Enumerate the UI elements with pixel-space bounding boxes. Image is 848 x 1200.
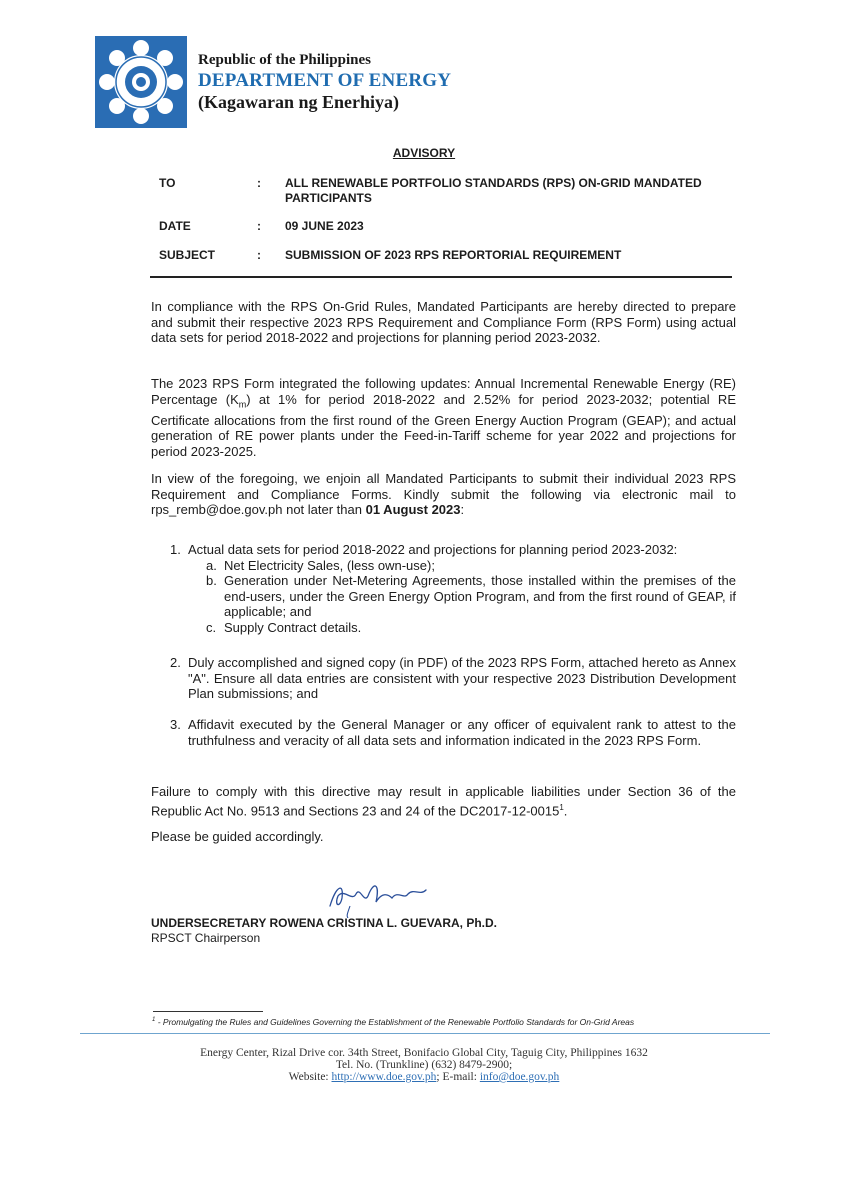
letterhead-republic: Republic of the Philippines — [198, 52, 371, 68]
footer-divider — [80, 1033, 770, 1034]
p3-deadline: 01 August 2023 — [365, 502, 461, 517]
list-item-number: 2. — [170, 655, 181, 670]
email-link[interactable]: info@doe.gov.ph — [479, 1071, 560, 1083]
p3-text-before: In view of the foregoing, we enjoin all Mandated Participants to submit their individual 2023 RPS Requirement and Compliance Forms. Kindly submit the following via electronic mail to rps_remb@doe.gov.ph not later than — [151, 471, 736, 517]
p3-text-after: : — [460, 502, 465, 517]
p2-text-after: ) at 1% for period 2018-2022 and 2.52% for period 2023-2032; potential RE Certificate allocations from the first round of the Green Energy Auction Program (GEAP); and actual generation of RE power plants under the Feed-in-Tariff scheme for year 2022 and projections for period 2023-2025. — [151, 391, 736, 459]
letterhead-department: DEPARTMENT OF ENERGY — [198, 70, 452, 91]
paragraph-submission — [151, 471, 736, 518]
sub-item-b — [206, 573, 736, 620]
subject-colon: : — [257, 248, 261, 262]
footnote-ref: 1 — [559, 802, 564, 812]
paragraph-closing: Please be guided accordingly. — [151, 829, 324, 844]
footnote — [152, 1017, 634, 1027]
signatory-title: RPSCT Chairperson — [151, 931, 261, 945]
p4-text-after: . — [563, 802, 568, 818]
p4-text-before: Failure to comply with this directive may result in applicable liabilities under Section 36 of the Republic Act No. 9513 and Sections 23 and 24 of the DC2017-12-0015 — [151, 784, 736, 818]
p2-text-before: The 2023 RPS Form integrated the following updates: Annual Incremental Renewable Energy (RE) Percentage (K — [151, 376, 736, 407]
list-item-3 — [170, 717, 736, 765]
footnote-divider — [153, 1011, 263, 1012]
sub-item-letter: b. — [206, 573, 217, 588]
paragraph-compliance: In compliance with the RPS On-Grid Rules, Mandated Participants are hereby directed to prepare and submit their respective 2023 RPS Requirement and Compliance Form (RPS Form) using actual data sets for period 2018-2022 and projections for planning period 2023-2032. — [151, 299, 736, 345]
sub-item-text: Supply Contract details. — [224, 619, 362, 635]
list-item-text: Actual data sets for period 2018-2022 and projections for planning period 2023-2032: — [188, 542, 678, 557]
footer-contact — [0, 1071, 848, 1083]
signatory-name: UNDERSECRETARY ROWENA CRISTINA L. GUEVARA, Ph.D. — [151, 916, 498, 930]
list-item-number: 3. — [170, 717, 181, 732]
sub-item-text: Generation under Net-Metering Agreements, those installed within the premises of the end-users, under the Green Energy Option Program, and from the first round of GEAP, if applicable; and — [224, 573, 736, 619]
paragraph-liabilities — [151, 784, 736, 818]
list-item-text: Affidavit executed by the General Manager or any officer of equivalent rank to attest to the truthfulness and veracity of all data sets and information indicated in the 2023 RPS Form. — [188, 717, 736, 748]
date-label: DATE — [159, 219, 191, 233]
handwritten-signature-icon — [322, 876, 440, 918]
sub-item-letter: c. — [206, 619, 217, 635]
sub-item-c — [206, 620, 736, 636]
paragraph-updates — [151, 376, 736, 459]
list-item-1 — [170, 542, 736, 642]
sub-item-text: Net Electricity Sales, (less own-use); — [224, 557, 435, 573]
sub-item-a — [206, 558, 736, 574]
header-divider — [150, 276, 732, 278]
list-item-number: 1. — [170, 542, 181, 557]
footnote-marker: 1 — [152, 1017, 156, 1024]
advisory-title — [0, 146, 848, 160]
website-label: Website: — [288, 1071, 332, 1083]
list-item-2 — [170, 655, 736, 703]
date-value: 09 JUNE 2023 — [285, 219, 364, 233]
sub-item-letter: a. — [206, 557, 217, 573]
to-label: TO — [159, 176, 176, 190]
list-item-text: Duly accomplished and signed copy (in PDF) of the 2023 RPS Form, attached hereto as Annex "A". Ensure all data entries are consistent with your respective 2023 Distribution Development Plan submissions; and — [188, 655, 736, 701]
subject-label: SUBJECT — [159, 248, 216, 262]
website-link[interactable]: http://www.doe.gov.ph — [331, 1071, 437, 1083]
advisory-title-text: ADVISORY — [392, 146, 456, 160]
subject-value: SUBMISSION OF 2023 RPS REPORTORIAL REQUIREMENT — [285, 248, 622, 262]
doe-seal-logo-icon — [95, 36, 187, 128]
letterhead-filipino-name: (Kagawaran ng Enerhiya) — [198, 92, 400, 112]
email-label: ; E-mail: — [436, 1071, 480, 1083]
footer-address: Energy Center, Rizal Drive cor. 34th Street, Bonifacio Global City, Taguig City, Philippines 1632 — [200, 1047, 648, 1059]
footnote-text: - Promulgating the Rules and Guidelines Governing the Establishment of the Renewable Portfolio Standards for On-Grid Areas — [155, 1017, 635, 1027]
footer-telephone: Tel. No. (Trunkline) (632) 8479-2900; — [335, 1059, 513, 1071]
to-colon: : — [257, 176, 261, 190]
date-colon: : — [257, 219, 261, 233]
to-value: ALL RENEWABLE PORTFOLIO STANDARDS (RPS) ON-GRID MANDATED PARTICIPANTS — [285, 176, 702, 205]
p2-subscript: m — [238, 399, 247, 410]
